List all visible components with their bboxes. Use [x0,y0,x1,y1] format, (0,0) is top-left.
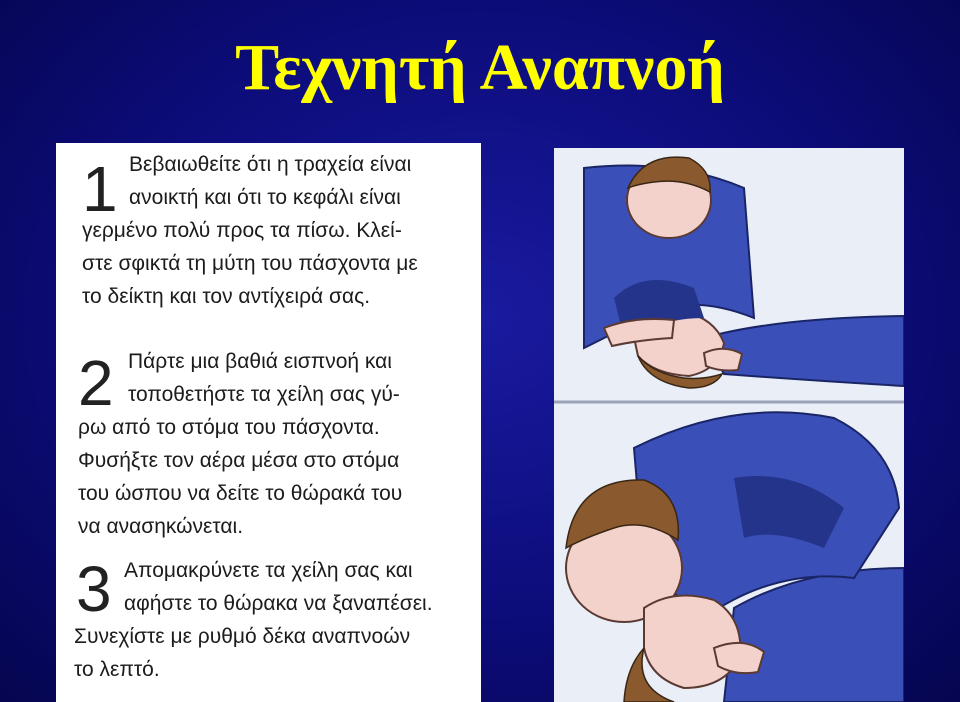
step-text-line: τοποθετήστε τα χείλη σας γύ- [128,383,400,406]
illustration-panel [554,148,904,702]
step-text-line: το δείκτη και τον αντίχειρά σας. [82,285,371,308]
step-text-line: να ανασηκώνεται. [78,515,244,538]
illustration-head-tilt [554,148,904,402]
step-number: 2 [78,347,114,419]
instructions-panel [56,143,481,702]
step-text-line: γερμένο πολύ προς τα πίσω. Κλεί- [82,219,402,242]
step-text-line: του ώσπου να δείτε το θώρακά του [78,482,403,505]
cpr-illustration [554,148,904,702]
step-number: 3 [76,553,112,625]
step-text-line: το λεπτό. [74,658,160,681]
illustration-mouth-to-mouth [554,405,904,702]
step-text-line: Φυσήξτε τον αέρα μέσα στο στόμα [78,449,400,472]
step-text-line: Συνεχίστε με ρυθμό δέκα αναπνοών [74,625,411,648]
step-text-line: Πάρτε μια βαθιά εισπνοή και [128,350,392,373]
step-text-line: Απομακρύνετε τα χείλη σας και [124,559,413,582]
step-text-line: στε σφικτά τη μύτη του πάσχοντα με [82,252,418,275]
step-number: 1 [82,153,118,225]
step-text-line: ρω από το στόμα του πάσχοντα. [78,416,380,439]
slide-title: Τεχνητή Αναπνοή [235,31,725,104]
step-text-line: ανοικτή και ότι το κεφάλι είναι [129,186,401,209]
step-text-line: αφήστε το θώρακα να ξαναπέσει. [124,592,433,615]
step-text-line: Βεβαιωθείτε ότι η τραχεία είναι [129,153,412,176]
